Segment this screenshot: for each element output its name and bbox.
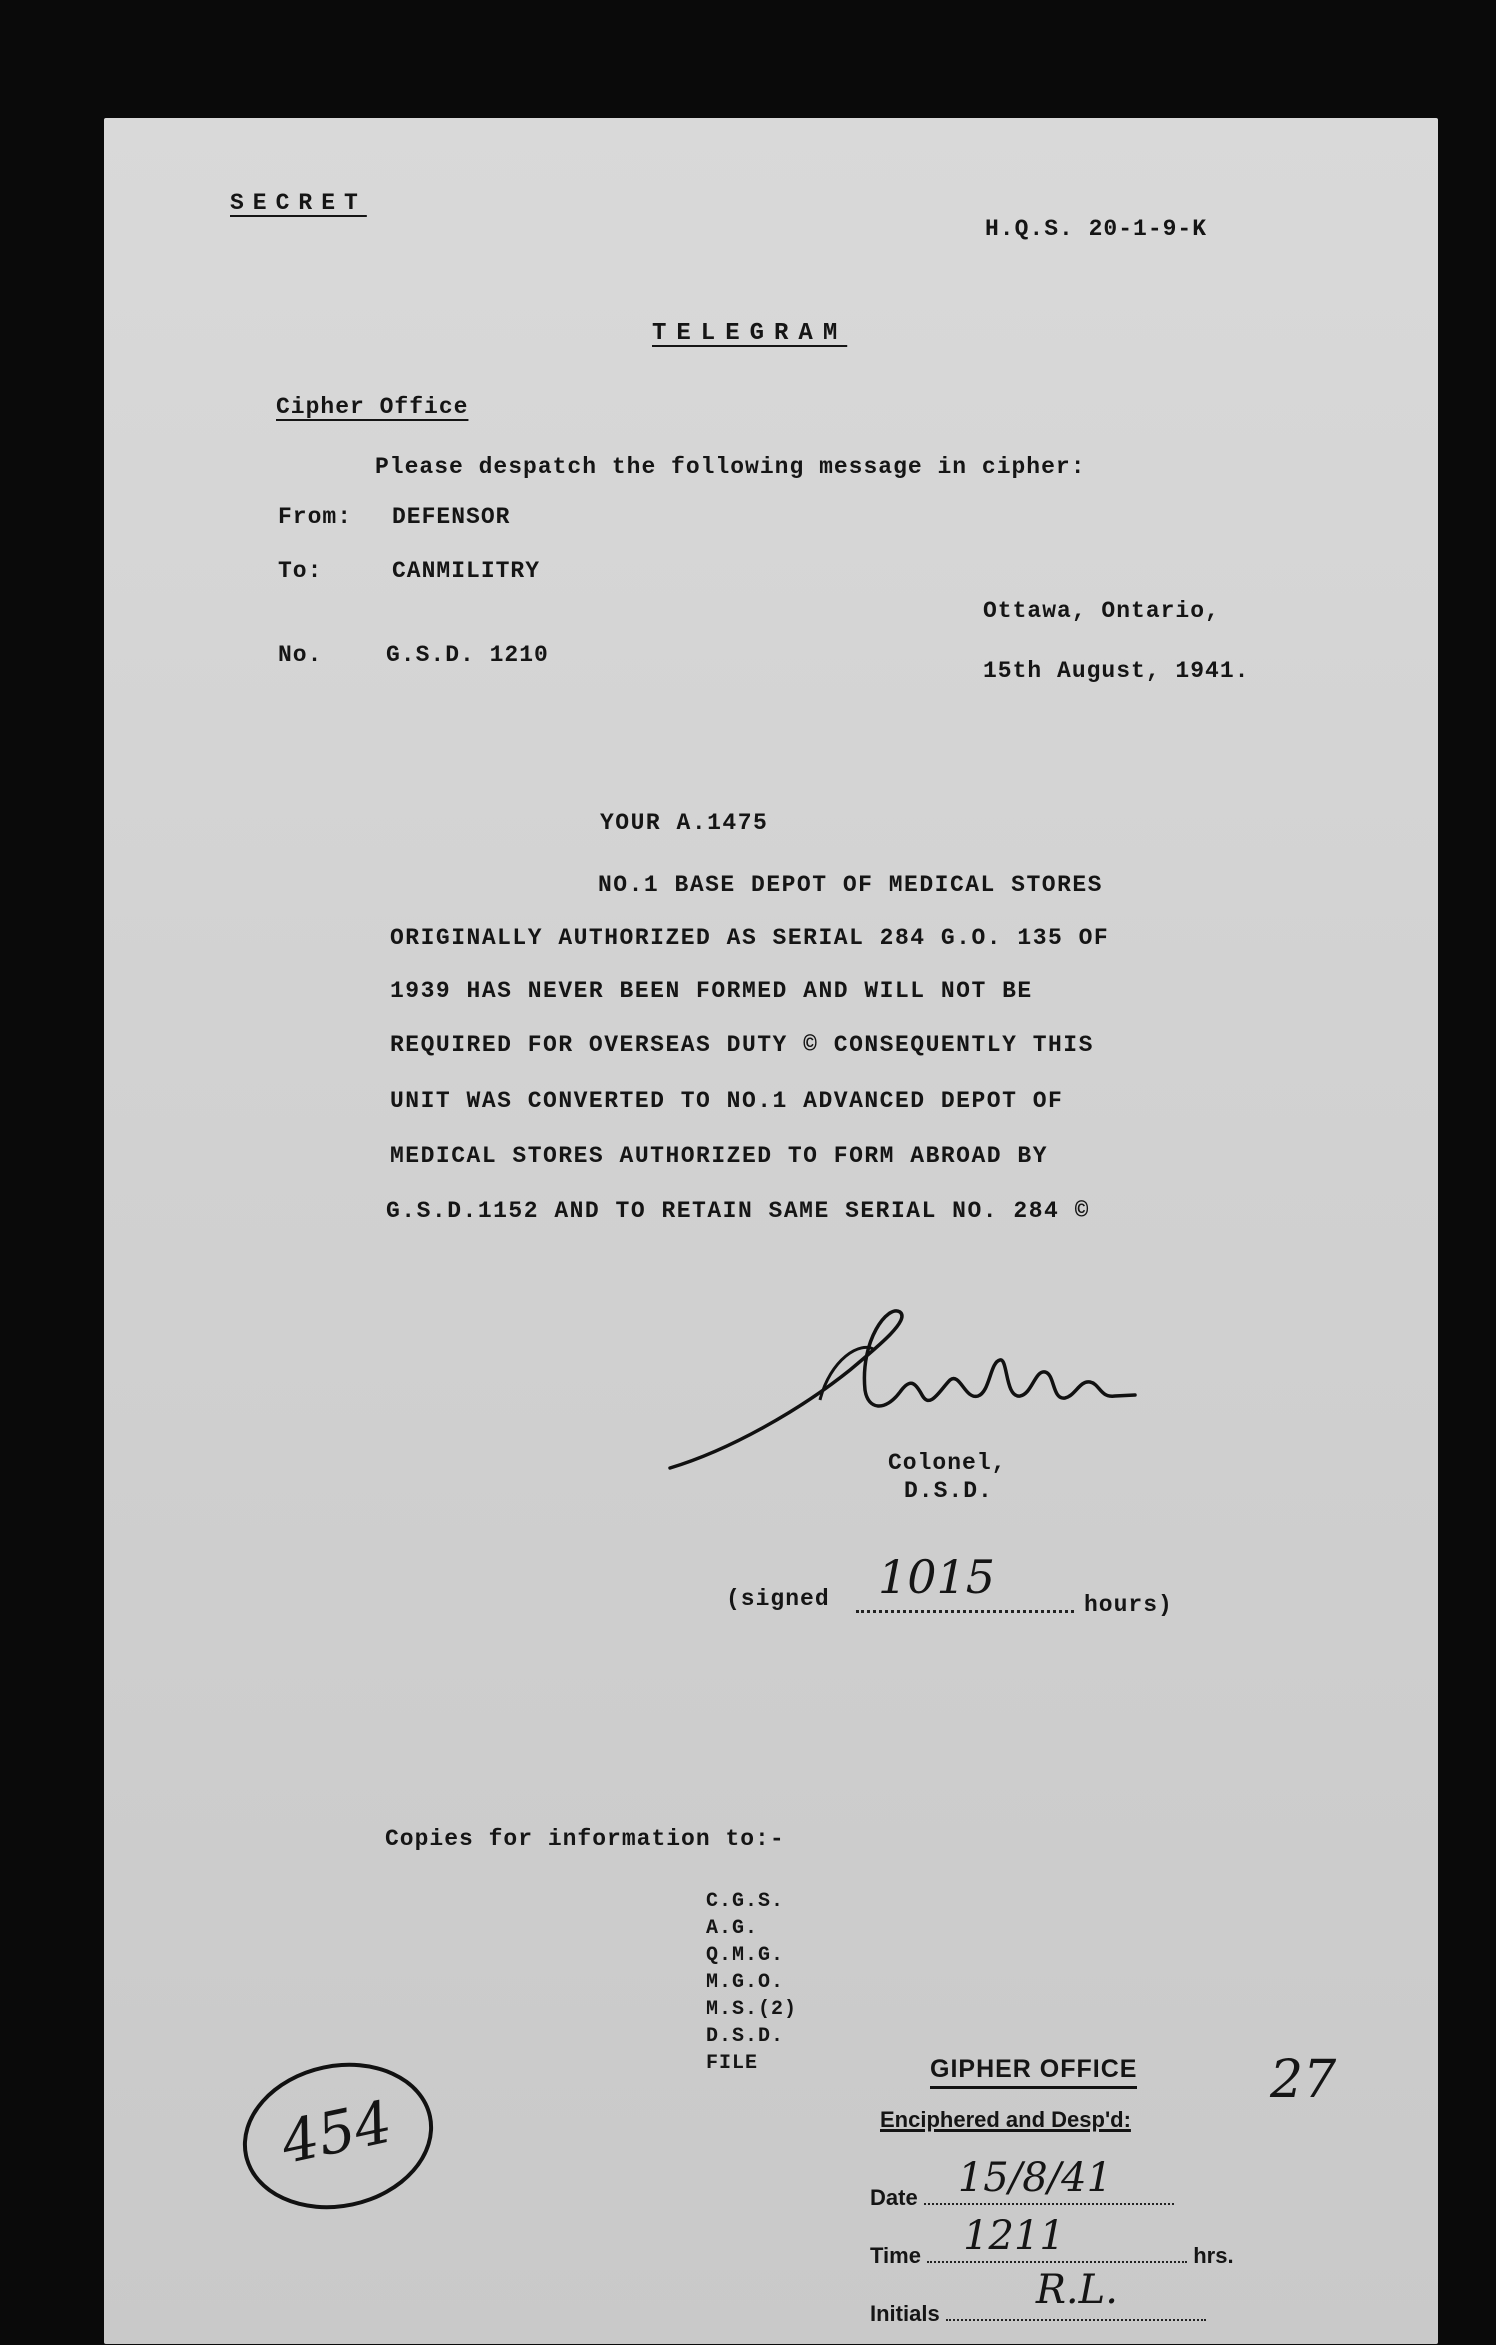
message-line: ORIGINALLY AUTHORIZED AS SERIAL 284 G.O. 135 OF [390, 925, 1110, 951]
copy-recipient: A.G. [706, 1917, 759, 1940]
place-line: Ottawa, Ontario, [983, 598, 1220, 624]
signatory-office: D.S.D. [904, 1478, 993, 1504]
message-line: NO.1 BASE DEPOT OF MEDICAL STORES [598, 872, 1103, 898]
copy-recipient: D.S.D. [706, 2025, 785, 2048]
stamp-date-value: 15/8/41 [957, 2155, 1113, 2201]
document-title: TELEGRAM [652, 320, 848, 347]
message-line: G.S.D.1152 AND TO RETAIN SAME SERIAL NO. 284 © [386, 1198, 1090, 1224]
copies-list [706, 1888, 797, 2077]
stamp-initials-label: Initials [870, 2301, 940, 2326]
file-reference: H.Q.S. 20-1-9-K [985, 216, 1208, 242]
copy-recipient: FILE [706, 2052, 759, 2075]
stamp-initials-row [870, 2267, 1206, 2327]
stamp-date-row [870, 2155, 1174, 2211]
number-label: No. [278, 642, 323, 668]
from-value: DEFENSOR [392, 504, 511, 530]
stamp-hrs-label: hrs. [1193, 2243, 1234, 2268]
to-value: CANMILITRY [392, 558, 541, 584]
message-line: REQUIRED FOR OVERSEAS DUTY © CONSEQUENTLY THIS [390, 1032, 1094, 1058]
stamp-time-row [870, 2213, 1234, 2269]
copy-recipient: M.G.O. [706, 1971, 785, 1994]
signed-prefix: (signed [726, 1586, 830, 1612]
to-label: To: [278, 558, 323, 584]
addressee: Cipher Office [276, 394, 469, 420]
number-value: G.S.D. 1210 [386, 642, 549, 668]
from-label: From: [278, 504, 353, 530]
copy-recipient: M.S.(2) [706, 1998, 798, 2021]
cipher-office-stamp [870, 2055, 1290, 2345]
instruction-text: Please despatch the following message in cipher: [375, 454, 1086, 480]
signed-time-value: 1015 [878, 1550, 996, 1604]
signed-time-field [856, 1548, 1074, 1613]
circled-number: 454 [275, 2087, 398, 2177]
stamp-title: GIPHER OFFICE [930, 2055, 1137, 2089]
stamp-time-label: Time [870, 2243, 921, 2268]
stamp-time-value: 1211 [963, 2213, 1065, 2259]
date-line: 15th August, 1941. [983, 658, 1250, 684]
copies-heading: Copies for information to:- [385, 1826, 785, 1852]
signatory-rank: Colonel, [888, 1450, 1007, 1476]
message-line: MEDICAL STORES AUTHORIZED TO FORM ABROAD BY [390, 1143, 1048, 1169]
message-line: 1939 HAS NEVER BEEN FORMED AND WILL NOT BE [390, 978, 1033, 1004]
classification-label: SECRET [230, 190, 367, 216]
corner-mark: 27 [1270, 2050, 1337, 2110]
copy-recipient: C.G.S. [706, 1890, 785, 1913]
stamp-initials-value: R.L. [1035, 2267, 1118, 2313]
message-line: UNIT WAS CONVERTED TO NO.1 ADVANCED DEPOT OF [390, 1088, 1064, 1114]
signed-suffix: hours) [1084, 1592, 1173, 1618]
stamp-date-label: Date [870, 2185, 918, 2210]
message-reference: YOUR A.1475 [600, 810, 769, 836]
copy-recipient: Q.M.G. [706, 1944, 785, 1967]
stamp-subtitle: Enciphered and Desp'd: [880, 2107, 1131, 2132]
